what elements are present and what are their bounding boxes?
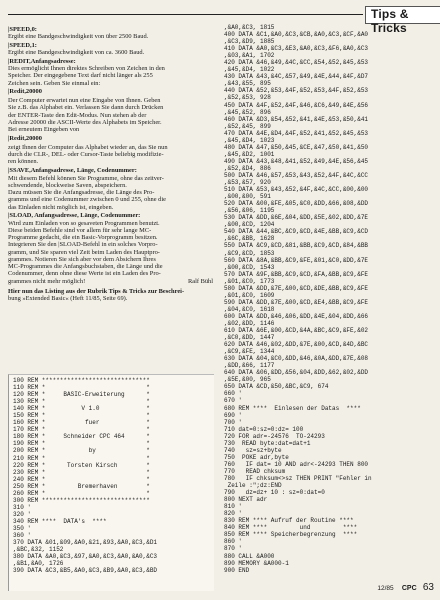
code-line: 550 DATA &C9,&CD,&81,&BB,&C9,&CD,&84,&BB bbox=[224, 242, 369, 250]
command-heading: |REDIT,Anfangsadresse: bbox=[8, 57, 76, 65]
code-line: 710 dat=0:sz=0:dz= 100 bbox=[224, 425, 304, 433]
code-line: 640 DATA &06,&DD,&56,&04,&DD,&62,&02,&DD bbox=[224, 369, 369, 377]
code-line: 900 END bbox=[224, 566, 250, 574]
code-line: 620 DATA &46,&02,&DD,&7E,&00,&CD,&4D,&BC bbox=[224, 341, 369, 349]
page-footer bbox=[377, 582, 434, 593]
code-line: 750 POKE adr,byte bbox=[224, 453, 289, 461]
code-line: 600 DATA &DD,&46,&06,&DD,&4E,&04,&DD,&66 bbox=[224, 312, 369, 320]
code-line: 610 DATA &6E,&00,&CD,&4A,&BC,&C9,&FE,&02 bbox=[224, 327, 369, 335]
code-line: 840 REM **** und **** bbox=[224, 524, 358, 532]
article-line: Hier nun das Listing aus der Rubrik Tips & Tricks zur Beschrei- bbox=[8, 287, 185, 295]
command-heading: |SPEED,1: bbox=[8, 41, 37, 49]
issue-date: 12/85 bbox=[377, 585, 394, 592]
code-line: ,&B1,&A0, 1726 bbox=[13, 560, 64, 568]
code-line: 870 ' bbox=[224, 545, 243, 553]
code-line: 530 DATA &DD,&6E,&04,&DD,&5E,&02,&DD,&7E bbox=[224, 214, 369, 222]
code-line: ,&5E,&00, 965 bbox=[224, 376, 271, 384]
article-line: Speicher. Der eingegebene Text darf nicht länger als 255 bbox=[8, 72, 153, 80]
code-line: 150 REM * * bbox=[13, 412, 150, 420]
code-line: ,&C3,&D9, 1885 bbox=[224, 38, 275, 46]
code-line: ,&56,&06, 1195 bbox=[224, 207, 275, 215]
code-line: 120 REM * BASIC-Erweiterung * bbox=[13, 391, 150, 399]
command-heading: |SPEED,0: bbox=[8, 25, 37, 33]
article-line: gramms und eine Codenummer zwischen 0 und 255, ohne die bbox=[8, 196, 166, 204]
code-line: 520 DATA &00,&FE,&05,&C0,&DD,&66,&08,&DD bbox=[224, 200, 369, 208]
code-line: 370 DATA &01,&09,&A0,&21,&93,&A0,&C3,&D1 bbox=[13, 539, 158, 547]
code-line: 210 REM * * bbox=[13, 454, 150, 462]
article-line: ren können. bbox=[8, 158, 39, 166]
code-line: 430 DATA &43,&4C,&57,&49,&4E,&44,&4F,&D7 bbox=[224, 73, 369, 81]
magazine-name: CPC bbox=[401, 585, 417, 592]
code-line: 180 REM * Schneider CPC 464 * bbox=[13, 433, 150, 441]
code-line: 860 ' bbox=[224, 538, 243, 546]
command-heading: |SSAVE,Anfangsadresse, Länge, Codenummer: bbox=[8, 167, 137, 175]
code-line: ,&45,&52, 896 bbox=[224, 108, 271, 116]
code-line: 390 DATA &C3,&B5,&A0,&C3,&B9,&A0,&C3,&BD bbox=[13, 567, 158, 575]
code-line: 160 REM * fuer * bbox=[13, 419, 150, 427]
code-line: ,&C0,&DD, 1447 bbox=[224, 334, 275, 342]
code-line: 200 REM * by * bbox=[13, 447, 150, 455]
code-line: 300 REM ****************************** bbox=[13, 496, 150, 504]
code-line: ,&53,&57, 920 bbox=[224, 179, 271, 187]
article-line: gramm, und Sie sparen viel Zeit beim Laden des Hauptpro- bbox=[8, 248, 160, 256]
code-line: ,&43,&55, 895 bbox=[224, 80, 271, 88]
code-line: 780 IF chksum<>sz THEN PRINT "Fehler in bbox=[224, 475, 372, 482]
code-line: ,&C9,&FE, 1344 bbox=[224, 348, 275, 356]
code-line: 470 DATA &4E,&D4,&4F,&52,&41,&52,&45,&53 bbox=[224, 129, 369, 137]
code-line: 480 DATA &47,&50,&45,&CE,&47,&50,&41,&50 bbox=[224, 143, 369, 151]
code-line: ,&52,&45, 899 bbox=[224, 122, 271, 130]
article-line: Zeichen sein. Geben Sie einmal ein: bbox=[8, 79, 101, 87]
command-heading: |Redit,20000 bbox=[8, 88, 42, 96]
code-line: 400 DATA &C1,&A0,&C3,&CB,&A0,&C3,&CF,&A0 bbox=[224, 31, 369, 39]
code-line: 420 DATA &46,&49,&4C,&CC,&54,&52,&45,&53 bbox=[224, 59, 369, 67]
code-line: 100 REM ****************************** bbox=[13, 377, 150, 384]
code-line: ,&45,&D4, 1023 bbox=[224, 136, 275, 144]
code-line: 560 DATA &8A,&BB,&C9,&FE,&01,&C0,&DD,&7E bbox=[224, 256, 369, 264]
code-line: 700 ' bbox=[224, 418, 243, 426]
code-line: 500 DATA &46,&57,&53,&43,&52,&4F,&4C,&CC bbox=[224, 171, 369, 179]
code-line: 670 ' bbox=[224, 397, 243, 405]
code-line: ,&DD,&66, 1177 bbox=[224, 362, 275, 370]
code-line: ,&C9,&CD, 1853 bbox=[224, 249, 275, 257]
code-line: ,&52,&53, 928 bbox=[224, 94, 271, 102]
article-line: Dies ermöglicht Ihnen direktes Schreiben von Zeichen in den bbox=[8, 65, 165, 73]
code-line: 820 ' bbox=[224, 510, 243, 518]
code-line: 770 READ chksum bbox=[224, 467, 286, 475]
basic-listing-box bbox=[8, 374, 214, 591]
section-title: Tips & Tricks bbox=[371, 7, 409, 35]
article-line: Der Computer erwartet nun eine Eingabe von Ihnen. Geben bbox=[8, 97, 161, 105]
header-rule bbox=[8, 14, 363, 15]
author-signature: Ralf Bühl bbox=[187, 277, 213, 285]
code-line: 130 REM * * bbox=[13, 398, 150, 406]
article-line: bung »Extended Basic« (Heft 11/85, Seite 69). bbox=[8, 294, 128, 302]
code-line: ,&00,&00, 591 bbox=[224, 193, 271, 201]
basic-listing-right bbox=[224, 24, 372, 574]
code-line: 340 REM **** DATA's **** bbox=[13, 517, 107, 525]
article-line: Integrieren Sie den |SLOAD-Befehl in ein solches Vorpro- bbox=[8, 241, 158, 249]
code-line: 230 REM * * bbox=[13, 468, 150, 476]
article-line: Sie z.B. das Alphabet ein. Verlassen Sie dann durch Drücken bbox=[8, 104, 164, 112]
article-line: Mit diesem Befehl können Sie Programme, ohne das zeitver- bbox=[8, 174, 164, 182]
code-line: 790 dz=dz+ 10 : sz=0:dat=0 bbox=[224, 489, 325, 497]
code-line: ,&A0,&C3, 1815 bbox=[224, 24, 275, 31]
article-line: Programme gedacht, die ein Basic-Vorprogramm besitzen. bbox=[8, 234, 158, 242]
article-line: grammes nicht mehr möglich! bbox=[8, 277, 86, 285]
code-line: 740 sz=sz+byte bbox=[224, 446, 282, 454]
article-line: Dazu müssen Sie die Anfangsadresse, die Länge des Pro- bbox=[8, 189, 155, 196]
code-line: 850 REM **** Speicherbegrenzung **** bbox=[224, 531, 358, 539]
code-line: 110 REM * * bbox=[13, 384, 150, 392]
article-line: MC-Programmes die Anfangsbuchstaben, die Länge und die bbox=[8, 263, 163, 271]
article-line: Ergibt eine Bandgeschwindigkeit von ca. 3600 Baud. bbox=[8, 48, 145, 56]
article-line: Diese beiden Befehle sind vor allem für sehr lange MC- bbox=[8, 226, 152, 234]
code-line: 460 DATA &D3,&54,&52,&41,&4E,&53,&50,&41 bbox=[224, 115, 369, 123]
code-line: 690 ' bbox=[224, 411, 243, 419]
code-line: Zeile :";dz:END bbox=[224, 482, 282, 490]
code-line: 650 DATA &CD,&50,&BC,&C9, 674 bbox=[224, 383, 329, 391]
code-line: 630 DATA &04,&C0,&DD,&46,&0A,&DD,&7E,&08 bbox=[224, 355, 369, 363]
code-line: 260 REM * * bbox=[13, 489, 150, 497]
code-line: 830 REM **** Aufruf der Routine **** bbox=[224, 517, 354, 525]
code-line: ,&52,&D4, 886 bbox=[224, 164, 271, 172]
code-line: 450 DATA &4F,&52,&4F,&46,&C6,&49,&4E,&56 bbox=[224, 101, 369, 109]
code-line: 440 DATA &52,&53,&4F,&52,&53,&4F,&52,&53 bbox=[224, 87, 369, 95]
command-heading: |Redit,20000 bbox=[8, 135, 42, 143]
code-line: ,&01,&C0, 1773 bbox=[224, 277, 275, 285]
article-line: das Einladen nicht möglich ist, eingeben. bbox=[8, 203, 114, 211]
code-line: ,&45,&D2, 1001 bbox=[224, 150, 275, 158]
code-line: ,&00,&CD, 1204 bbox=[224, 221, 275, 229]
code-line: ,&00,&CD, 1543 bbox=[224, 263, 275, 271]
code-line: 360 ' bbox=[13, 532, 32, 540]
code-line: 880 CALL &A000 bbox=[224, 552, 275, 560]
code-line: 760 IF dat= 10 AND adr<-24293 THEN 800 bbox=[224, 460, 369, 468]
article-line: schwendende, blockweise Saven, abspeichern. bbox=[8, 181, 127, 189]
code-line: ,&04,&C0, 1618 bbox=[224, 305, 275, 313]
code-line: ,&01,&C0, 1609 bbox=[224, 291, 275, 299]
basic-listing-left bbox=[13, 377, 157, 574]
article-line: zeigt Ihnen der Computer das Alphabet wieder an, das Sie nun bbox=[8, 143, 168, 151]
code-line: 810 ' bbox=[224, 503, 243, 511]
code-line: 310 ' bbox=[13, 503, 32, 511]
code-line: 730 READ byte:dat=dat+1 bbox=[224, 439, 311, 447]
code-line: ,&45,&D4, 1022 bbox=[224, 66, 275, 74]
code-line: 540 DATA &44,&BC,&C9,&CD,&4E,&BB,&C9,&CD bbox=[224, 228, 369, 236]
code-line: 410 DATA &A0,&C3,&E3,&A0,&C3,&F6,&A0,&C3 bbox=[224, 45, 369, 53]
code-line: 590 DATA &DD,&7E,&00,&CD,&E4,&BB,&C9,&FE bbox=[224, 298, 369, 306]
code-line: 680 REM **** Einlesen der Datas **** bbox=[224, 404, 361, 412]
page-number: 63 bbox=[422, 582, 434, 593]
code-line: 510 DATA &53,&43,&52,&4F,&4C,&CC,&00,&00 bbox=[224, 186, 369, 194]
command-heading: |SLOAD, Anfangsadresse, Länge, Codenummer: bbox=[8, 212, 141, 220]
code-line: 800 NEXT adr bbox=[224, 496, 268, 504]
code-line: 490 DATA &43,&48,&41,&52,&49,&4E,&56,&45 bbox=[224, 157, 369, 165]
code-line: 720 FOR adr=-24576 TO-24293 bbox=[224, 432, 325, 440]
article-line: durch die CLR-, DEL- oder Cursor-Taste beliebig modifizie- bbox=[8, 151, 164, 159]
code-line: 350 ' bbox=[13, 524, 32, 532]
code-line: 660 ' bbox=[224, 390, 243, 398]
code-line: ,&6C,&BB, 1628 bbox=[224, 235, 275, 243]
code-line: 140 REM * V 1.0 * bbox=[13, 405, 150, 413]
code-line: ,&BC,&32, 1152 bbox=[13, 546, 64, 554]
article-line: der ENTER-Taste den Edit-Modus. Nun stehen ab der bbox=[8, 111, 147, 119]
code-line: 240 REM * * bbox=[13, 475, 150, 483]
code-line: 570 DATA &9F,&BB,&C9,&CD,&FA,&BB,&C9,&FE bbox=[224, 270, 369, 278]
code-line: 580 DATA &DD,&7E,&00,&CD,&DE,&BB,&C9,&FE bbox=[224, 284, 369, 292]
article-line: Ergibt eine Bandgeschwindigkeit von über 2500 Baud. bbox=[8, 32, 149, 40]
article-line: Bei erneutem Eingeben von bbox=[8, 126, 80, 134]
code-line: 320 ' bbox=[13, 510, 32, 518]
article-line: Adresse 20000 die ASCII-Werte des Alphabets im Speicher. bbox=[8, 118, 162, 126]
code-line: ,&03,&A1, 1702 bbox=[224, 52, 275, 60]
code-line: 250 REM * Bremerhaven * bbox=[13, 482, 150, 490]
code-line: 890 MEMORY &A000-1 bbox=[224, 559, 289, 567]
article-line: Wird zum Einladen von so gesaveten Programmen benutzt. bbox=[8, 219, 160, 227]
code-line: ,&02,&DD, 1146 bbox=[224, 319, 275, 327]
code-line: 220 REM * Torsten Kirsch * bbox=[13, 461, 150, 469]
code-line: 170 REM * * bbox=[13, 426, 150, 434]
code-line: 380 DATA &A0,&C3,&97,&A0,&C3,&A0,&A0,&C3 bbox=[13, 553, 158, 561]
article-text-column bbox=[8, 24, 213, 302]
code-line: 190 REM * * bbox=[13, 440, 150, 448]
article-line: grammes. Notieren Sie sich aber vor dem Absichern Ihres bbox=[8, 255, 156, 263]
article-line: Codenummer, denn ohne diese Werte ist ein Laden des Pro- bbox=[8, 270, 161, 278]
